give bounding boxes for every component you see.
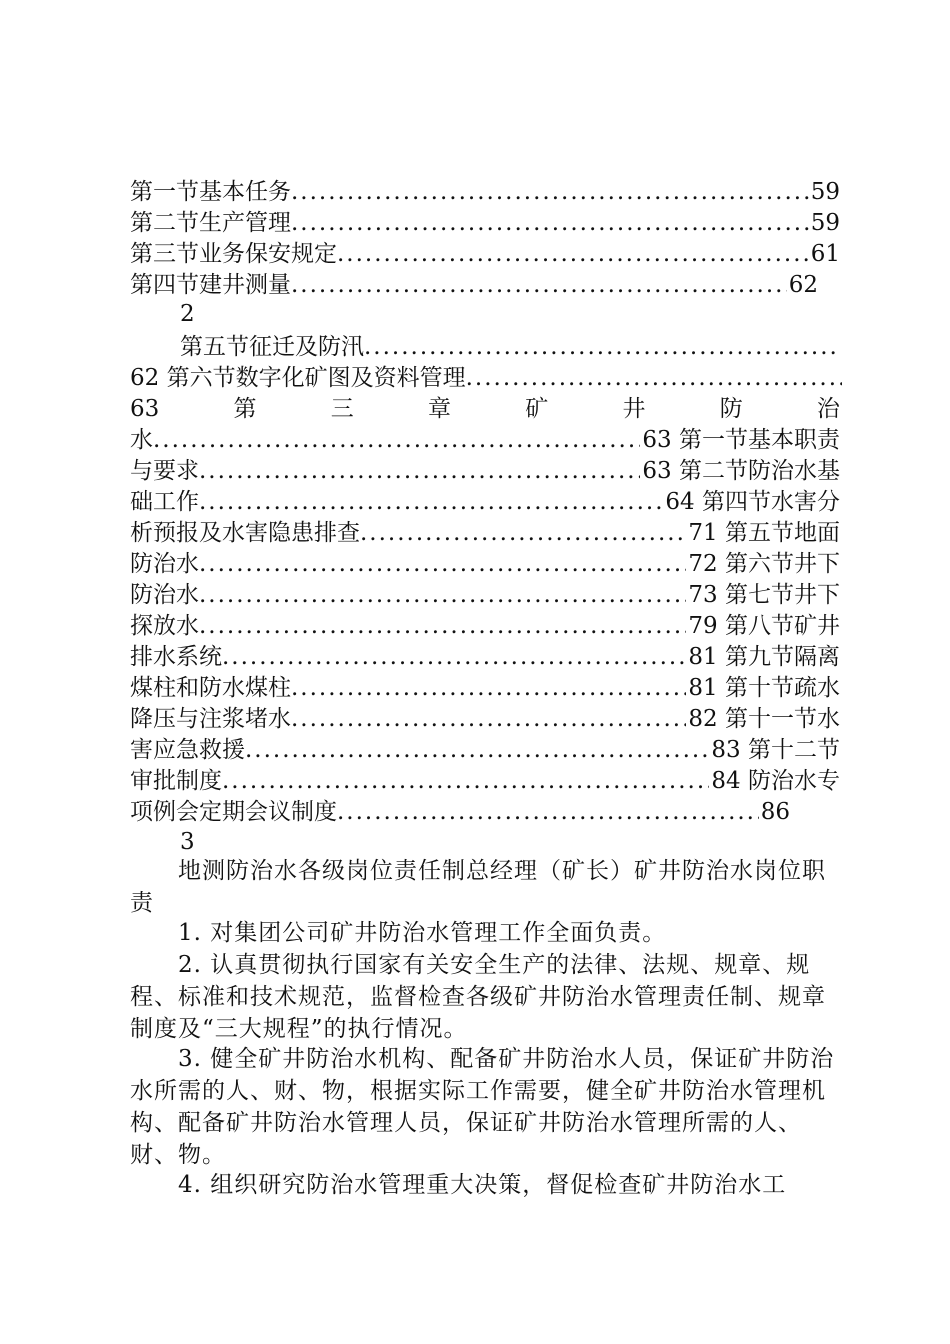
toc-line-right: 73 第七节井下 (688, 582, 840, 608)
toc-line (130, 517, 840, 549)
toc-line (130, 548, 840, 580)
toc-leader (364, 331, 840, 363)
toc-line-right: 84 防治水专 (711, 768, 840, 794)
toc-leader (466, 362, 842, 394)
toc-line-right: 63 第一节基本职责 (642, 427, 840, 453)
toc-entry[interactable] (130, 207, 840, 239)
chapter-page: 63 (130, 396, 160, 422)
toc-line (130, 362, 842, 394)
toc-leader (291, 672, 686, 704)
toc-line-right: 72 第六节井下 (688, 551, 840, 577)
list-item: 4. 组织研究防治水管理重大决策，督促检查矿井防治水工 (178, 1172, 787, 1198)
toc-line-left: 项例会定期会议制度 (130, 799, 337, 825)
toc-leader (199, 610, 686, 642)
toc-line (130, 703, 840, 735)
page-number: 2 (180, 301, 195, 327)
chapter-line (130, 393, 840, 425)
toc-line-left: 础工作 (130, 489, 199, 515)
toc-entry[interactable] (130, 238, 840, 270)
toc-line-right: 63 第二节防治水基 (642, 458, 840, 484)
toc-line-left: 煤柱和防水煤柱 (130, 675, 291, 701)
toc-title: 第一节基本任务 (130, 179, 291, 205)
toc-entry[interactable] (130, 269, 818, 301)
toc-leader (222, 765, 709, 797)
list-item: 2. 认真贯彻执行国家有关安全生产的法律、法规、规章、规程、标准和技术规范，监督检查各级矿井防治水管理责任制、规章制度及“三大规程”的执行情况。 (130, 952, 826, 1042)
toc-line-right: 82 第十一节水 (688, 706, 840, 732)
toc-line-left: 害应急救援 (130, 737, 245, 763)
toc-leader (360, 517, 686, 549)
toc-leader (291, 207, 809, 239)
toc-leader (199, 579, 686, 611)
toc-line-right: 71 第五节地面 (688, 520, 840, 546)
chapter-char: 治 (816, 396, 840, 422)
toc-line (130, 610, 840, 642)
toc-title: 第三节业务保安规定 (130, 241, 337, 267)
toc-title: 第四节建井测量 (130, 272, 291, 298)
toc-line-left: 探放水 (130, 613, 199, 639)
toc-line-right: 81 第十节疏水 (688, 675, 840, 701)
toc-line (130, 641, 840, 673)
toc-entry[interactable] (130, 176, 840, 208)
toc-line (130, 765, 840, 797)
toc-line (180, 331, 840, 363)
toc-line-right: 64 第四节水害分 (665, 489, 840, 515)
toc-line (130, 672, 840, 704)
chapter-char: 章 (427, 396, 451, 422)
toc-leader (153, 424, 640, 456)
toc-line-right: 79 第八节矿井 (688, 613, 840, 639)
toc-line (130, 734, 840, 766)
page-number: 3 (180, 829, 195, 855)
toc-page: 62 (788, 272, 818, 298)
toc-line-right: 81 第九节隔离 (688, 644, 840, 670)
toc-leader (199, 486, 663, 518)
toc-line (130, 455, 840, 487)
toc-leader (199, 455, 640, 487)
toc-line (130, 486, 840, 518)
toc-leader (337, 796, 759, 828)
list-item: 3. 健全矿井防治水机构、配备矿井防治水人员，保证矿井防治水所需的人、财、物，根据实际工作需要，健全矿井防治水管理机构、配备矿井防治水管理人员，保证矿井防治水管理所需的人、财、物。 (130, 1046, 835, 1168)
toc-line-left: 防治水 (130, 582, 199, 608)
toc-line-left: 降压与注浆堵水 (130, 706, 291, 732)
toc-line-right: 83 第十二节 (711, 737, 840, 763)
toc-leader (291, 703, 686, 735)
toc-line-left: 排水系统 (130, 644, 222, 670)
toc-leader (222, 641, 686, 673)
toc-line-right: 86 (760, 799, 790, 825)
toc-line-left: 与要求 (130, 458, 199, 484)
toc-line-left: 审批制度 (130, 768, 222, 794)
toc-line-left: 防治水 (130, 551, 199, 577)
toc-leader (291, 176, 809, 208)
toc-line (130, 579, 840, 611)
toc-page: 59 (810, 179, 840, 205)
toc-title: 第二节生产管理 (130, 210, 291, 236)
toc-line-left: 第五节征迁及防汛 (180, 334, 364, 360)
toc-line (130, 796, 790, 828)
toc-leader (199, 548, 686, 580)
toc-page: 59 (810, 210, 840, 236)
toc-leader (291, 269, 787, 301)
chapter-char: 三 (330, 396, 354, 422)
toc-line-left: 析预报及水害隐患排查 (130, 520, 360, 546)
toc-line (130, 424, 840, 456)
toc-line-left: 62 第六节数字化矿图及资料管理 (130, 365, 466, 391)
toc-leader (337, 238, 809, 270)
toc-line-left: 水 (130, 427, 153, 453)
list-item: 1. 对集团公司矿井防治水管理工作全面负责。 (178, 920, 667, 946)
toc-leader (245, 734, 709, 766)
chapter-char: 矿 (525, 396, 549, 422)
toc-page: 61 (810, 241, 840, 267)
chapter-char: 防 (719, 396, 743, 422)
chapter-char: 井 (622, 396, 646, 422)
chapter-char: 第 (233, 396, 257, 422)
section-heading: 地测防治水各级岗位责任制总经理（矿长）矿井防治水岗位职责 (130, 858, 826, 916)
